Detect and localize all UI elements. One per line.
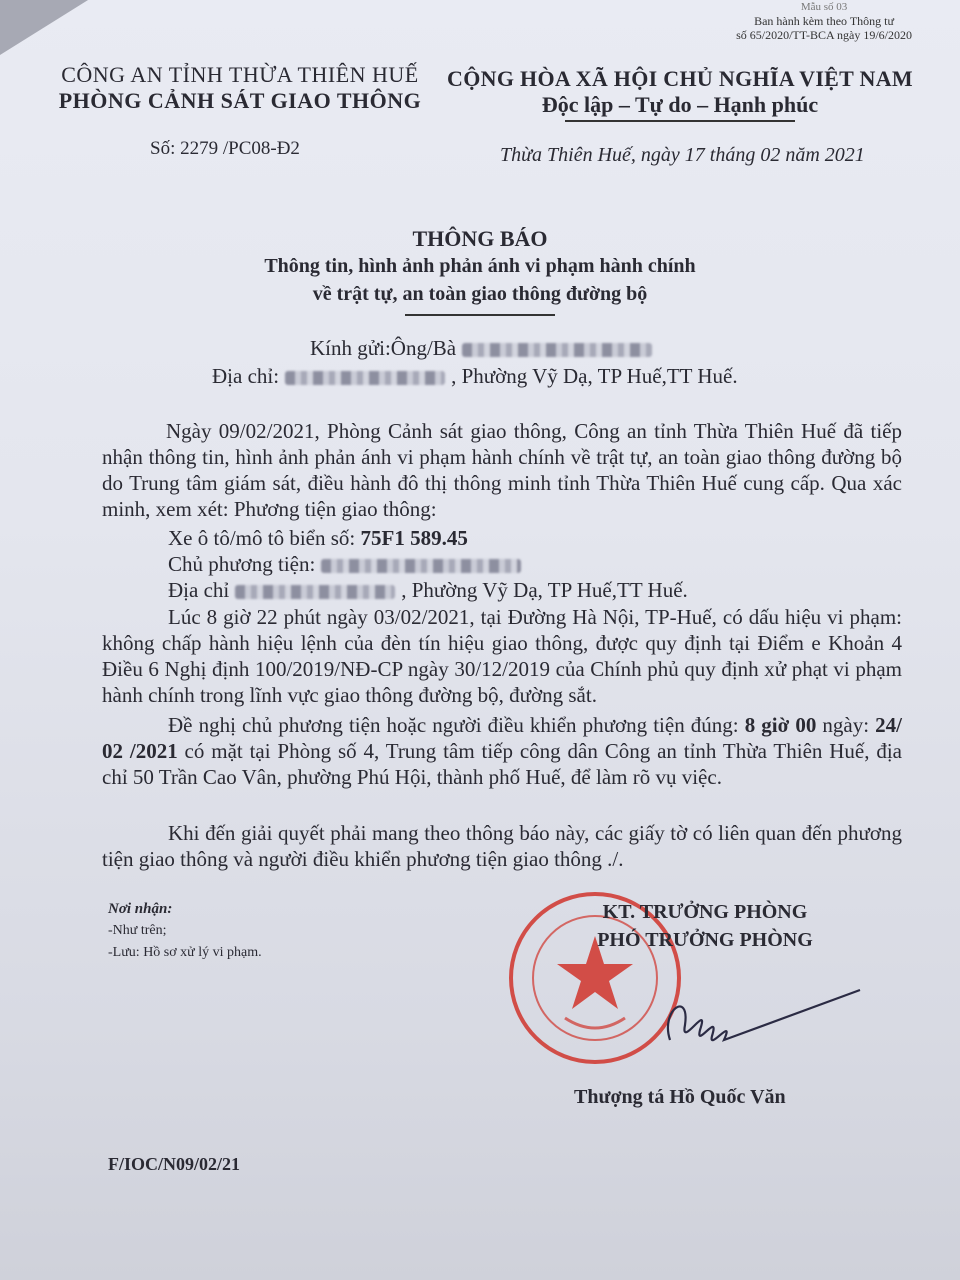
receivers-heading: Nơi nhận: <box>108 901 173 917</box>
signature-line-2: PHÓ TRƯỞNG PHÒNG <box>597 929 813 951</box>
paragraph-request <box>102 712 902 790</box>
page-fold-shadow <box>0 0 108 62</box>
paragraph-violation: Lúc 8 giờ 22 phút ngày 03/02/2021, tại Đường Hà Nội, TP-Huế, có dấu hiệu vi phạm: không chấp hành hiệu lệnh của đèn tín hiệu giao thông, được quy định tại Điểm e Khoản 4 Điều 6 Nghị định 100/2019/NĐ-CP ngày 30/12/2019 của Chính phủ quy định xử phạt vi phạm hành chính trong lĩnh vực giao thông đường bộ, đường sắt. <box>102 605 902 707</box>
national-motto: Độc lập – Tự do – Hạnh phúc <box>541 92 819 117</box>
appointment-date: 24/ 02 /2021 <box>102 713 903 763</box>
appointment-time: 8 giờ 00 <box>744 713 817 737</box>
recipient-address-line <box>212 364 738 389</box>
plate-label: Xe ô tô/mô tô biển số: <box>168 526 361 550</box>
address-label: Địa chỉ: <box>212 364 280 388</box>
country-name: CỘNG HÒA XÃ HỘI CHỦ NGHĨA VIỆT NAM <box>447 66 913 91</box>
owner-address-tail: , Phường Vỹ Dạ, TP Huế,TT Huế. <box>401 578 688 602</box>
receiver-item: -Như trên; <box>108 923 167 938</box>
request-location: có mặt tại Phòng số 4, Trung tâm tiếp công dân Công an tỉnh Thừa Thiên Huế, địa chỉ 50 Trần Cao Vân, phường Phú Hội, thành phố Huế, để làm rõ vụ việc. <box>102 739 902 789</box>
form-number: Mẫu số 03 <box>800 1 848 13</box>
appointment-day-label: ngày: <box>816 713 876 737</box>
title-sub-1: Thông tin, hình ảnh phản ánh vi phạm hành chính <box>264 255 696 277</box>
address-tail: , Phường Vỹ Dạ, TP Huế,TT Huế. <box>451 364 738 388</box>
recipient-line <box>310 336 658 361</box>
place-date: Thừa Thiên Huế, ngày 17 tháng 02 năm 2021 <box>500 144 865 166</box>
form-circular: số 65/2020/TT-BCA ngày 19/6/2020 <box>736 28 912 42</box>
paragraph-intro: Ngày 09/02/2021, Phòng Cảnh sát giao thông, Công an tỉnh Thừa Thiên Huế đã tiếp nhận thông tin, hình ảnh phản ánh vi phạm hành chính về trật tự, an toàn giao thông đường bộ do Trung tâm giám sát, điều hành đô thị thông minh tỉnh Thừa Thiên Huế cung cấp. Qua xác minh, xem xét: Phương tiện giao thông: <box>102 419 902 521</box>
owner-label: Chủ phương tiện: <box>168 552 316 576</box>
owner-address-line <box>168 578 688 603</box>
form-reference <box>736 0 912 42</box>
owner-line <box>168 552 527 577</box>
paragraph-closing: Khi đến giải quyết phải mang theo thông báo này, các giấy tờ có liên quan đến phương tiện giao thông và người điều khiển phương tiện giao thông ./. <box>102 821 902 871</box>
signature-title <box>540 898 870 954</box>
org-parent: CÔNG AN TỈNH THỪA THIÊN HUẾ <box>61 62 419 87</box>
plate-line <box>168 526 468 551</box>
notice-title <box>0 226 960 316</box>
receiver-item: -Lưu: Hồ sơ xử lý vi phạm. <box>108 945 262 960</box>
motto-underline <box>565 120 795 122</box>
receivers-block <box>108 898 262 964</box>
signer-name: Thượng tá Hồ Quốc Văn <box>574 1086 786 1108</box>
title-main: THÔNG BÁO <box>412 226 548 251</box>
document-number: Số: 2279 /PC08-Đ2 <box>150 138 300 159</box>
footer-code: F/IOC/N09/02/21 <box>108 1154 241 1174</box>
form-issued-with: Ban hành kèm theo Thông tư <box>754 14 895 28</box>
redacted-owner <box>321 559 521 573</box>
org-unit: PHÒNG CẢNH SÁT GIAO THÔNG <box>58 88 422 113</box>
plate-number: 75F1 589.45 <box>360 526 468 550</box>
recipient-label: Kính gửi:Ông/Bà <box>310 336 457 360</box>
redacted-name <box>462 343 652 357</box>
request-text: Đề nghị chủ phương tiện hoặc người điều khiển phương tiện đúng: <box>168 713 745 737</box>
title-underline <box>405 314 555 316</box>
signature-line-1: KT. TRƯỞNG PHÒNG <box>602 901 808 923</box>
owner-address-label: Địa chỉ <box>168 578 230 602</box>
redacted-owner-address <box>235 585 395 599</box>
handwritten-signature <box>600 970 870 1060</box>
issuing-organization <box>40 62 440 114</box>
redacted-address <box>285 371 445 385</box>
title-sub-2: về trật tự, an toàn giao thông đường bộ <box>312 283 648 305</box>
national-header <box>430 66 930 122</box>
